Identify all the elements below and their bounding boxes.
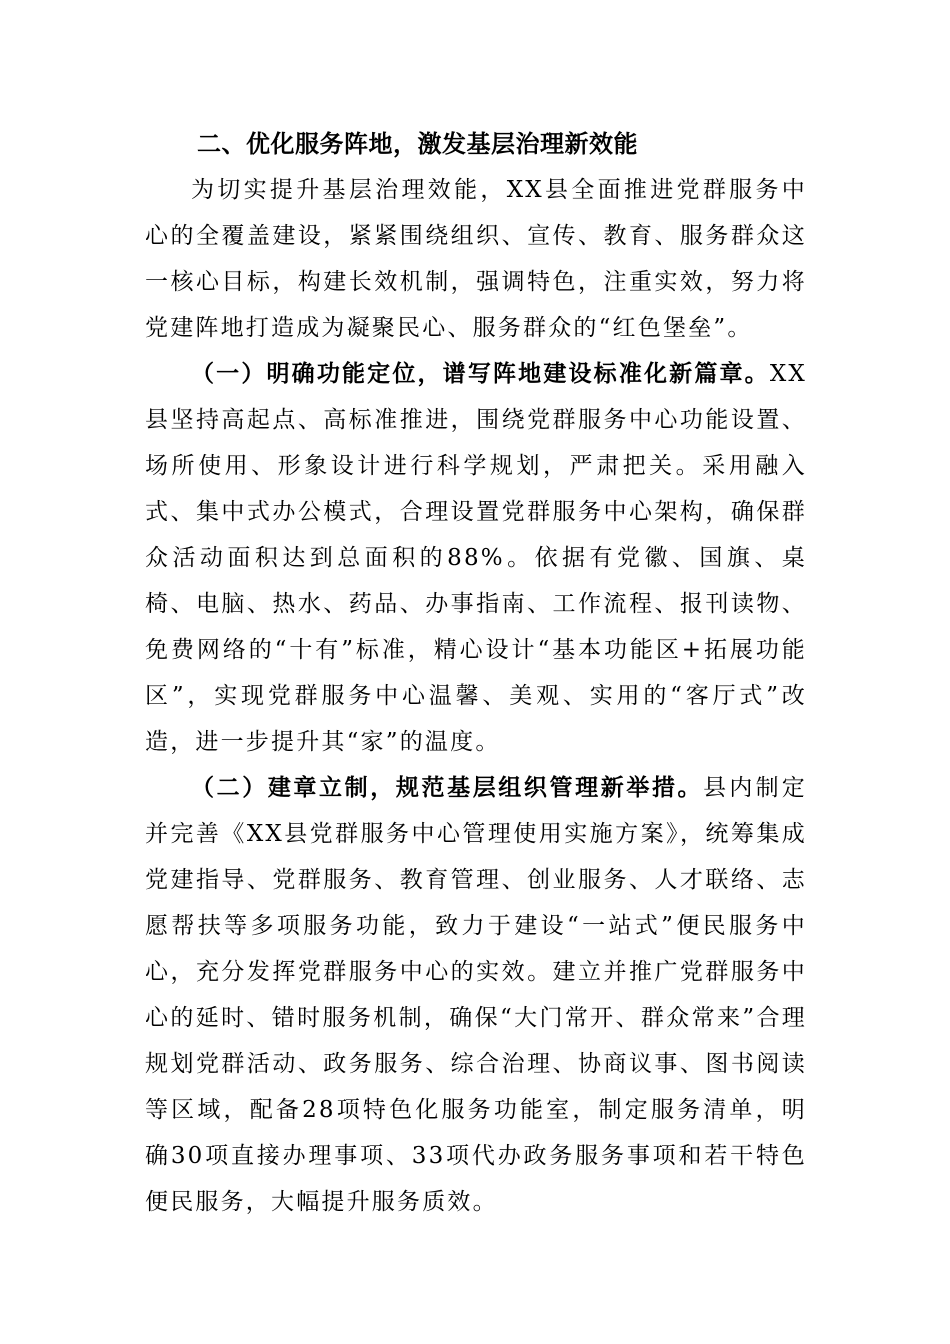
subsection-2-body: 县内制定并完善《XX县党群服务中心管理使用实施方案》，统筹集成党建指导、党群服务、教育管理、创业服务、人才联络、志愿帮扶等多项服务功能，致力于建设“一站式”便民服务中心，充分发挥党群服务中心的实效。建立并推广党群服务中心的延时、错时服务机制，确保“大门常开、群众常来”合理规划党群活动、政务服务、综合治理、协商议事、图书阅读等区域，配备28项特色化服务功能室，制定服务清单，明确30项直接办理事项、33项代办政务服务事项和若干特色便民服务，大幅提升服务质效。 [145, 775, 807, 1215]
intro-paragraph: 为切实提升基层治理效能，XX县全面推进党群服务中心的全覆盖建设，紧紧围绕组织、宣传、教育、服务群众这一核心目标，构建长效机制，强调特色，注重实效，努力将党建阵地打造成为凝聚民心、服务群众的“红色堡垒”。 [145, 177, 807, 341]
document-content [145, 121, 807, 1225]
subsection-2-paragraph [145, 765, 807, 1225]
section-heading: 二、优化服务阵地，激发基层治理新效能 [197, 130, 638, 158]
subsection-1-paragraph [145, 351, 807, 765]
subsection-2-title: （二）建章立制，规范基层组织管理新举措。 [191, 774, 704, 801]
subsection-1-body: XX县坚持高起点、高标准推进，围绕党群服务中心功能设置、场所使用、形象设计进行科学规划，严肃把关。采用融入式、集中式办公模式，合理设置党群服务中心架构，确保群众活动面积达到总面积的88%。依据有党徽、国旗、桌椅、电脑、热水、药品、办事指南、工作流程、报刊读物、免费网络的“十有”标准，精心设计“基本功能区+拓展功能区”，实现党群服务中心温馨、美观、实用的“客厅式”改造，进一步提升其“家”的温度。 [145, 361, 807, 755]
subsection-1-title: （一）明确功能定位，谱写阵地建设标准化新篇章。 [191, 360, 770, 387]
